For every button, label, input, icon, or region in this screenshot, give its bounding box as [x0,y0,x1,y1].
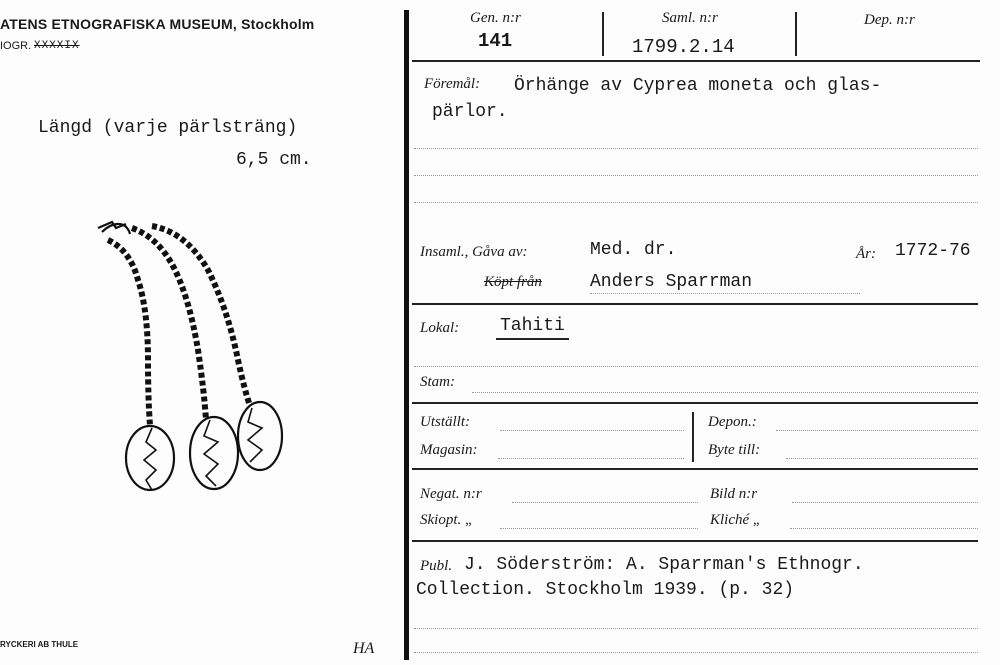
length-line-2: 6,5 cm. [236,150,312,170]
earring-drawing [90,210,300,510]
bild-dots [792,502,978,503]
saml-label: Saml. n:r [662,10,718,26]
stam-rule [412,402,978,404]
lokal-label: Lokal: [420,320,460,336]
stam-label: Stam: [420,374,455,390]
foremal-line-1: Örhänge av Cyprea moneta och glas- [514,76,882,96]
lokal-value: Tahiti [496,316,569,340]
header-sep-2 [795,12,797,56]
length-line-1: Längd (varje pärlsträng) [38,118,298,138]
gen-value: 141 [478,30,513,52]
magasin-label: Magasin: [420,442,478,458]
insaml-label: Insaml., Gåva av: [420,244,528,260]
depon-label: Depon.: [708,414,757,430]
bild-label: Bild n:r [710,486,758,502]
insaml-value-2: Anders Sparrman [590,272,753,292]
dep-label: Dep. n:r [864,12,915,28]
publ-line-2: Collection. Stockholm 1939. (p. 32) [416,580,795,600]
kliche-label: Kliché „ [710,512,762,528]
saml-value: 1799.2.14 [632,36,735,58]
insaml-struck: Köpt från [484,274,542,290]
magasin-rule [412,468,978,470]
publ-dots-2 [414,652,978,653]
negat-dots [512,502,698,503]
museum-title: ATENS ETNOGRAFISKA MUSEUM, Stockholm [0,16,315,32]
byte-label: Byte till: [708,442,761,458]
publ-line-1: J. Söderström: A. Sparrman's Ethnogr. [464,555,864,575]
skiopt-label: Skiopt. „ [420,512,474,528]
insaml-rule [412,303,978,305]
negat-label: Negat. n:r [420,486,482,502]
header-rule [412,60,980,62]
catalog-struck: XXXXIX [34,40,80,52]
skiopt-dots [500,528,698,529]
header-sep-1 [602,12,604,56]
depon-dots [776,430,978,431]
catalog-prefix: IOGR. [0,40,32,52]
lokal-dots [414,366,978,367]
handwritten-initials: HA [353,640,375,657]
ar-label: År: [856,246,876,262]
publ-dots-1 [414,628,978,629]
foremal-dots-3 [414,202,978,203]
foremal-line-2: pärlor. [432,102,508,122]
insaml-value-1: Med. dr. [590,240,677,260]
foremal-dots-1 [414,148,978,149]
utstallt-sep [692,412,694,462]
ar-value: 1772-76 [895,241,971,261]
publ-label: Publ. [420,558,453,574]
stam-dots [472,392,978,393]
foremal-dots-2 [414,175,978,176]
utstallt-dots [500,430,684,431]
skiopt-rule [412,540,978,542]
kliche-dots [790,528,978,529]
insaml-dots [590,293,860,294]
foremal-label: Föremål: [424,76,481,92]
card-divider [404,10,409,660]
printer-imprint: RYCKERI AB THULE [0,640,79,649]
utstallt-label: Utställt: [420,414,471,430]
gen-label: Gen. n:r [470,10,521,26]
magasin-dots [498,458,684,459]
byte-dots [786,458,978,459]
